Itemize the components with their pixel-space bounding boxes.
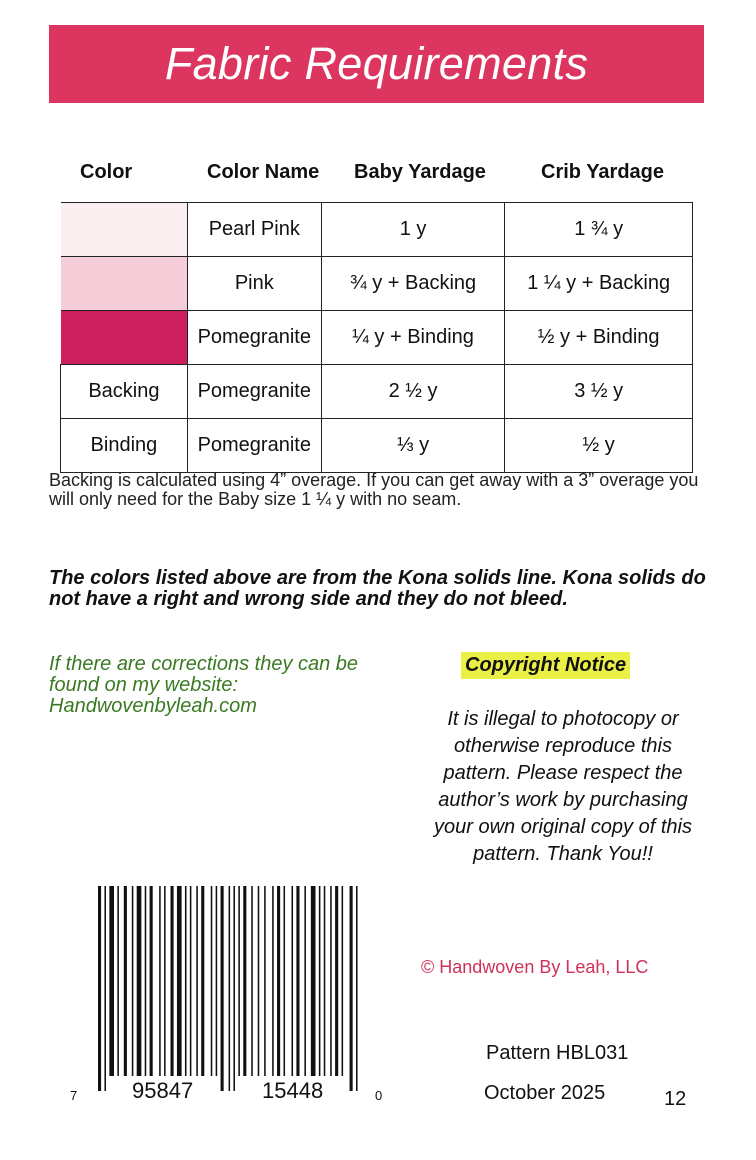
barcode-bar: [216, 886, 218, 1076]
barcode-bar: [221, 886, 224, 1091]
baby-yardage-cell: 2 ½ y: [321, 365, 505, 419]
color-name-cell: Pomegranite: [187, 365, 321, 419]
fabric-table: [60, 202, 693, 473]
column-header-color: Color: [80, 161, 133, 183]
color-name-cell: Pomegranite: [187, 419, 321, 473]
barcode-bar: [233, 886, 235, 1091]
color-name-cell: Pomegranite: [187, 311, 321, 365]
barcode: [68, 882, 398, 1112]
column-header-baby-yardage: Baby Yardage: [354, 161, 486, 183]
page-title: Fabric Requirements: [164, 38, 589, 89]
color-swatch: [61, 257, 187, 310]
company-name: © Handwoven By Leah, LLC: [421, 957, 649, 977]
barcode-bar: [98, 886, 101, 1091]
barcode-bar: [264, 886, 266, 1076]
copyright-title: Copyright Notice: [461, 652, 630, 679]
barcode-lead-digit: 7: [70, 1088, 78, 1103]
barcode-bar: [137, 886, 142, 1076]
barcode-bar: [284, 886, 286, 1076]
color-swatch-cell: [61, 311, 188, 365]
color-label-cell: Binding: [61, 419, 188, 473]
barcode-bar: [196, 886, 198, 1076]
column-header-crib-yardage: Crib Yardage: [541, 161, 665, 183]
barcode-bar: [159, 886, 161, 1076]
color-label-cell: Backing: [61, 365, 188, 419]
crib-yardage-cell: 1 ¼ y + Backing: [505, 257, 693, 311]
pattern-date: October 2025: [484, 1082, 606, 1104]
title-banner: [49, 25, 704, 103]
baby-yardage-cell: ⅓ y: [321, 419, 505, 473]
pattern-number: Pattern HBL031: [486, 1042, 629, 1064]
barcode-bar: [117, 886, 119, 1076]
barcode-bar: [277, 886, 280, 1076]
crib-yardage-cell: 3 ½ y: [505, 365, 693, 419]
barcode-bar: [335, 886, 338, 1076]
barcode-bar: [330, 886, 332, 1076]
barcode-right-digits: 15448: [262, 1078, 324, 1103]
barcode-bar: [185, 886, 187, 1076]
barcode-bar: [201, 886, 204, 1076]
barcode-bar: [292, 886, 294, 1076]
barcode-bar: [190, 886, 192, 1076]
barcode-left-digits: 95847: [132, 1078, 194, 1103]
column-header-color-name: Color Name: [207, 161, 320, 183]
barcode-bar: [124, 886, 127, 1076]
baby-yardage-cell: 1 y: [321, 203, 505, 257]
table-row: [61, 365, 693, 419]
baby-yardage-cell: ¼ y + Binding: [321, 311, 505, 365]
barcode-bar: [258, 886, 260, 1076]
barcode-bar: [104, 886, 106, 1091]
backing-note: Backing is calculated using 4” overage. If you can get away with a 3” overage you will only need for the Baby size 1 ¼ y with no seam.: [49, 470, 699, 509]
barcode-bar: [311, 886, 316, 1076]
barcode-bar: [272, 886, 274, 1076]
table-row: [61, 311, 693, 365]
barcode-bar: [324, 886, 326, 1076]
barcode-bar: [150, 886, 153, 1076]
barcode-bar: [164, 886, 166, 1076]
barcode-bar: [304, 886, 306, 1076]
kona-note: The colors listed above are from the Kona solids line. Kona solids do not have a right and wrong side and they do not bleed.: [49, 567, 706, 610]
barcode-bar: [109, 886, 114, 1076]
barcode-bar: [342, 886, 344, 1076]
table-row: [61, 419, 693, 473]
page-number: 12: [664, 1088, 687, 1110]
barcode-bar: [145, 886, 147, 1076]
crib-yardage-cell: 1 ¾ y: [505, 203, 693, 257]
crib-yardage-cell: ½ y + Binding: [505, 311, 693, 365]
barcode-bar: [211, 886, 213, 1076]
barcode-bar: [238, 886, 240, 1076]
table-row: [61, 257, 693, 311]
legal-text: It is illegal to photocopy or otherwise reproduce this pattern. Please respect the author’s work by purchasing your own original copy of this pattern. Thank You!!: [434, 708, 692, 865]
baby-yardage-cell: ¾ y + Backing: [321, 257, 505, 311]
barcode-bar: [319, 886, 321, 1076]
barcode-check-digit: 0: [375, 1088, 383, 1103]
barcode-bar: [229, 886, 231, 1091]
color-name-cell: Pink: [187, 257, 321, 311]
barcode-bar: [296, 886, 299, 1076]
color-swatch: [61, 311, 187, 364]
barcode-bar: [243, 886, 246, 1076]
crib-yardage-cell: ½ y: [505, 419, 693, 473]
barcode-bar: [132, 886, 134, 1076]
barcode-bar: [171, 886, 174, 1076]
barcode-bar: [356, 886, 358, 1091]
color-name-cell: Pearl Pink: [187, 203, 321, 257]
corrections-note: If there are corrections they can be found on my website: Handwovenbyleah.com: [49, 653, 359, 717]
barcode-bar: [177, 886, 182, 1076]
barcode-bar: [251, 886, 253, 1076]
barcode-bar: [350, 886, 353, 1091]
table-row: [61, 203, 693, 257]
color-swatch: [61, 203, 187, 256]
color-swatch-cell: [61, 257, 188, 311]
color-swatch-cell: [61, 203, 188, 257]
